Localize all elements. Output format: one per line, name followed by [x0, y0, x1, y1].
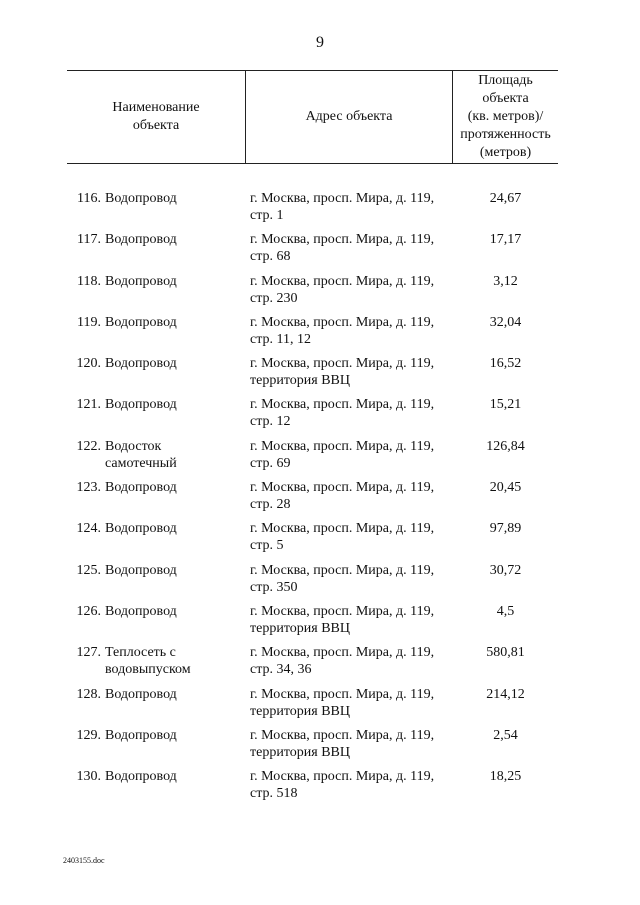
object-area: 4,5 [496, 603, 515, 619]
object-area: 30,72 [489, 562, 522, 578]
object-area: 214,12 [486, 686, 525, 702]
object-name: Водопровод [105, 480, 177, 496]
object-address: г. Москва, просп. Мира, д. 119, территория ВВЦ [250, 686, 435, 719]
object-area: 32,04 [489, 314, 522, 330]
object-name: Водосток самотечный [105, 438, 177, 471]
object-area: 15,21 [489, 397, 522, 413]
object-area: 3,12 [493, 273, 518, 289]
table-row [67, 768, 558, 809]
object-area: 18,25 [489, 769, 522, 785]
object-name: Водопровод [105, 356, 177, 372]
object-area: 16,52 [489, 356, 522, 372]
object-name: Водопровод [105, 686, 177, 702]
object-address: г. Москва, просп. Мира, д. 119, стр. 11, 12 [250, 314, 435, 347]
object-area: 17,17 [489, 232, 522, 248]
row-number: 123. [76, 480, 101, 496]
object-area: 24,67 [489, 191, 522, 206]
object-name: Водопровод [105, 769, 177, 785]
object-name: Водопровод [105, 191, 177, 206]
row-number: 124. [76, 521, 101, 537]
row-number: 121. [76, 397, 101, 413]
object-name: Водопровод [105, 603, 177, 619]
object-address: г. Москва, просп. Мира, д. 119, стр. 34, 36 [250, 645, 435, 678]
row-number: 129. [76, 727, 101, 743]
table-row [67, 603, 558, 644]
row-number: 127. [76, 645, 101, 661]
header-area: Площадь объекта (кв. метров)/ протяженность (метров) [460, 73, 551, 160]
object-name: Водопровод [105, 562, 177, 578]
object-name: Водопровод [105, 314, 177, 330]
table-row [67, 562, 558, 603]
table-row [67, 727, 558, 768]
object-area: 97,89 [489, 521, 522, 537]
row-number: 117. [77, 232, 101, 248]
row-number: 116. [77, 191, 101, 206]
row-number: 130. [76, 769, 101, 785]
row-number: 120. [76, 356, 101, 372]
row-number: 128. [76, 686, 101, 702]
table-row [67, 396, 558, 437]
object-address: г. Москва, просп. Мира, д. 119, стр. 69 [250, 438, 435, 471]
object-address: г. Москва, просп. Мира, д. 119, стр. 5 [250, 521, 435, 554]
table-header [67, 70, 558, 164]
page-number: 9 [316, 34, 324, 51]
row-number: 122. [76, 438, 101, 454]
row-number: 118. [77, 273, 101, 289]
object-address: г. Москва, просп. Мира, д. 119, стр. 28 [250, 480, 435, 513]
object-area: 580,81 [486, 645, 525, 661]
table-row [67, 438, 558, 479]
row-number: 119. [77, 314, 101, 330]
table-body [67, 190, 558, 809]
table-row [67, 686, 558, 727]
object-address: г. Москва, просп. Мира, д. 119, стр. 1 [250, 191, 435, 223]
table-row [67, 644, 558, 685]
table-row [67, 314, 558, 355]
object-address: г. Москва, просп. Мира, д. 119, стр. 518 [250, 769, 435, 802]
object-name: Водопровод [105, 521, 177, 537]
table-row [67, 520, 558, 561]
object-name: Водопровод [105, 397, 177, 413]
object-address: г. Москва, просп. Мира, д. 119, территория ВВЦ [250, 603, 435, 636]
table-row [67, 479, 558, 520]
object-area: 2,54 [493, 727, 518, 743]
row-number: 125. [76, 562, 101, 578]
table-row [67, 231, 558, 272]
object-area: 20,45 [489, 480, 522, 496]
header-address: Адрес объекта [245, 71, 453, 163]
object-address: г. Москва, просп. Мира, д. 119, стр. 12 [250, 397, 435, 430]
table-row [67, 355, 558, 396]
object-address: г. Москва, просп. Мира, д. 119, стр. 68 [250, 232, 435, 265]
object-name: Водопровод [105, 232, 177, 248]
footer-filename: 2403155.doc [63, 856, 105, 865]
object-name: Теплосеть с водовыпуском [105, 645, 191, 678]
object-address: г. Москва, просп. Мира, д. 119, территория ВВЦ [250, 727, 435, 760]
header-name: Наименование объекта [112, 100, 200, 133]
object-address: г. Москва, просп. Мира, д. 119, стр. 230 [250, 273, 435, 306]
object-area: 126,84 [486, 438, 525, 454]
object-address: г. Москва, просп. Мира, д. 119, стр. 350 [250, 562, 435, 595]
row-number: 126. [76, 603, 101, 619]
object-address: г. Москва, просп. Мира, д. 119, территория ВВЦ [250, 356, 435, 389]
object-name: Водопровод [105, 273, 177, 289]
object-name: Водопровод [105, 727, 177, 743]
table-row [67, 273, 558, 314]
table-row [67, 190, 558, 231]
